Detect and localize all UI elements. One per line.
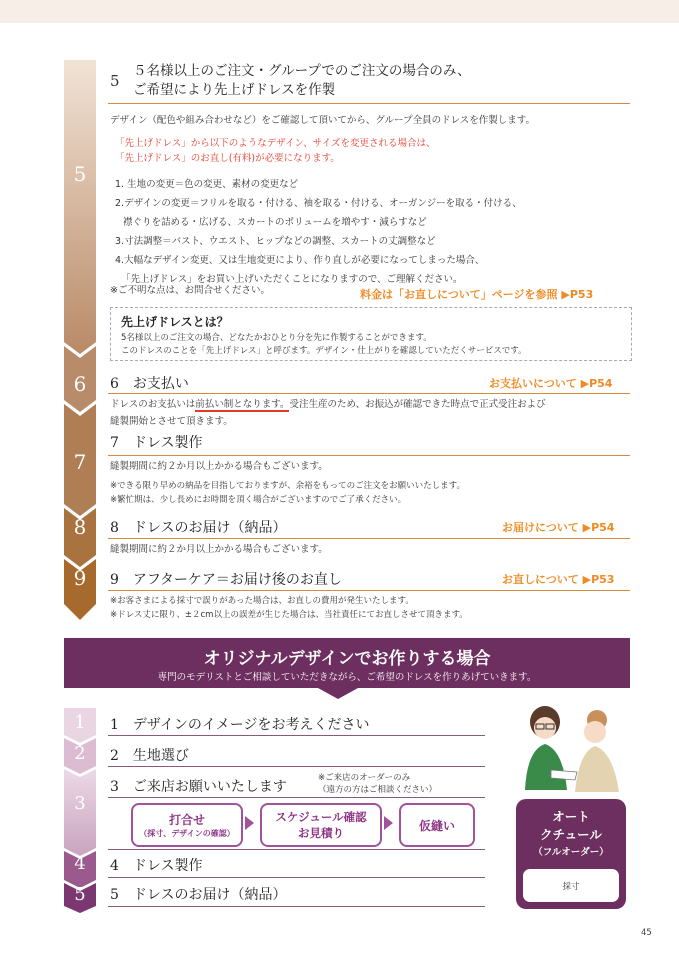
orig-step-num-3: 3 — [74, 793, 86, 814]
couture-line2: クチュール — [540, 827, 602, 842]
sec6-text-c: 受注生産のため、お振込が確認できた時点で正式受注および — [289, 399, 546, 410]
sec6-payment-link[interactable]: お支払いについて ▶P54 — [489, 377, 613, 390]
list-item-1: 1. 生地の変更＝色の変更、素材の変更など — [115, 179, 299, 190]
sakiage-box-text — [121, 332, 527, 358]
orig-rule-6 — [108, 906, 485, 907]
sec5-note: ※ご不明な点は、お問合せください。 — [110, 285, 270, 296]
sec7-note2: ※繁忙期は、少し長めにお時間を頂く場合がございますのでご了承ください。 — [110, 495, 407, 505]
banner-title: オリジナルデザインでお作りする場合 — [203, 649, 491, 669]
list-item-2: 2.デザインの変更＝フリルを取る・付ける、袖を取る・付ける、オーガンジーを取る・付ける、 — [115, 198, 522, 209]
list-item-4-cont: 「先上げドレス」をお買い上げいただくことになりますので、ご理解ください。 — [121, 274, 463, 285]
sec9-note1: ※お客さまによる採寸で誤りがあった場合は、お直しの費用が発生いたします。 — [110, 596, 414, 606]
sec6-title: 6 お支払い — [110, 376, 189, 392]
step-number-6: 6 — [73, 372, 87, 396]
sec9-rule — [108, 590, 630, 591]
sec5-change-list — [115, 175, 522, 289]
sec9-notes — [110, 594, 468, 622]
sec9-note2: ※ドレス丈に限り、±２cm以上の誤差が生じた場合は、当社責任にてお直しさせて頂きます。 — [110, 610, 468, 620]
sec7-notes — [110, 479, 465, 507]
sec7-note1: ※できる限り早めの納品を目指しておりますが、余裕をもってのご注文をお願いいたします。 — [110, 481, 465, 491]
step-number-5: 5 — [73, 162, 87, 186]
orig-step-5-title: 5 ドレスのお届け（納品） — [110, 887, 287, 903]
banner-subtitle: 専門のモデリストとご相談していただきながら、ご希望のドレスを作りあげていきます。 — [157, 672, 537, 683]
list-item-3: 3.寸法調整＝バスト、ウエスト、ヒップなどの調整、スカートの丈調整など — [115, 236, 436, 247]
sec5-intro: デザイン（配色や組み合わせなど）をご確認して頂いてから、グループ全員のドレスを作製します。 — [110, 115, 536, 126]
flow-schedule-sub: お見積り — [298, 826, 344, 840]
couture-measure-box: 採寸 — [523, 869, 619, 902]
sec7-rule — [108, 455, 630, 456]
sakiage-box-line2: このドレスのことを「先上げドレス」と呼びます。デザイン・仕上がりを確認していただくサービスです。 — [121, 346, 527, 356]
sec5-title-number: 5 — [110, 72, 120, 90]
orig-step-num-4: 4 — [74, 853, 86, 874]
sec6-prepay-emphasis: 前払い制となります。 — [195, 399, 290, 410]
sec6-text-line2: 縫製開始とさせて頂きます。 — [110, 416, 233, 427]
sakiage-info-box — [110, 307, 632, 361]
visit-note — [318, 772, 437, 796]
page-number: 45 — [641, 928, 652, 938]
flow-meeting-sub: （採寸、デザインの確認） — [139, 829, 235, 838]
orig-step-3-title: 3 ご来店お願いいたします — [110, 779, 287, 795]
step-bar-5 — [64, 60, 96, 354]
sec5-warning-1: 「先上げドレス」から以下のようなデザイン、サイズを変更される場合は、 — [115, 138, 436, 149]
orig-step-4-title: 4 ドレス製作 — [110, 858, 203, 874]
sec5-title-line1: ５名様以上のご注文・グループでのご注文の場合のみ、 — [133, 63, 471, 79]
step-number-9: 9 — [73, 566, 87, 590]
sec9-title: 9 アフターケア＝お届け後のお直し — [110, 572, 342, 588]
couture-line1: オート — [552, 809, 590, 824]
sec8-title: 8 ドレスのお届け（納品） — [110, 520, 287, 536]
flow-schedule-label: スケジュール確認 — [275, 810, 367, 824]
orig-rule-5 — [108, 877, 485, 878]
orig-rule-3 — [108, 797, 485, 798]
sec5-rule — [108, 103, 630, 104]
consultation-illustration — [515, 700, 625, 795]
orig-step-2-title: 2 生地選び — [110, 748, 189, 764]
banner-pointer — [318, 688, 358, 700]
sakiage-box-line1: 5名様以上のご注文の場合、どなたかおひとり分を先に作製することができます。 — [121, 333, 432, 343]
flow-arrow-2 — [384, 816, 393, 830]
sec8-rule — [108, 538, 630, 539]
sec6-text-a: ドレスのお支払いは — [110, 399, 196, 410]
sec8-delivery-link[interactable]: お届けについて ▶P54 — [502, 521, 615, 534]
orig-rule-1 — [108, 735, 485, 736]
sec9-repair-link[interactable]: お直しについて ▶P53 — [502, 573, 615, 586]
flow-meeting-label: 打合せ — [168, 813, 205, 827]
step-number-8: 8 — [73, 515, 87, 539]
visit-note-line1: ※ご来店のオーダーのみ — [318, 773, 411, 783]
sec5-price-link[interactable]: 料金は「お直しについて」ページを参照 ▶P53 — [360, 288, 594, 301]
orig-step-num-2: 2 — [74, 743, 86, 764]
flow-schedule — [260, 803, 382, 847]
sec6-rule — [108, 393, 630, 394]
orig-step-num-1: 1 — [74, 712, 86, 733]
sec5-title-line2: ご希望により先上げドレスを作製 — [133, 82, 336, 98]
flow-meeting — [131, 803, 243, 847]
flow-fitting — [399, 803, 475, 847]
sec8-text: 縫製期間に約２か月以上かかる場合もございます。 — [110, 544, 328, 555]
haute-couture-title — [516, 808, 626, 862]
list-item-2-cont: 襟ぐりを詰める・広げる、スカートのボリュームを増やす・減らすなど — [123, 217, 427, 228]
sec6-text-line1 — [110, 397, 546, 413]
step-number-7: 7 — [73, 450, 87, 474]
flow-arrow-1 — [245, 816, 254, 830]
couture-line3: （フルオーダー） — [533, 847, 609, 858]
original-design-banner — [64, 638, 630, 688]
sec5-warning-2: 「先上げドレス」のお直し(有料)が必要になります。 — [115, 153, 340, 164]
visit-note-line2: （遠方の方はご相談ください） — [318, 785, 438, 795]
orig-rule-4 — [108, 849, 485, 850]
list-item-4: 4.大幅なデザイン変更、又は生地変更により、作り直しが必要になってしまった場合、 — [115, 255, 485, 266]
sec7-title: 7 ドレス製作 — [110, 435, 203, 451]
orig-rule-2 — [108, 766, 485, 767]
orig-step-1-title: 1 デザインのイメージをお考えください — [110, 717, 370, 733]
flow-fitting-label: 仮縫い — [418, 818, 455, 833]
sakiage-box-title: 先上げドレスとは？ — [121, 315, 229, 329]
sec7-text: 縫製期間に約２か月以上かかる場合もございます。 — [110, 461, 328, 472]
haute-couture-box — [516, 799, 626, 909]
top-band — [0, 0, 679, 23]
sec5-title — [133, 62, 471, 100]
orig-step-num-5: 5 — [74, 884, 86, 905]
